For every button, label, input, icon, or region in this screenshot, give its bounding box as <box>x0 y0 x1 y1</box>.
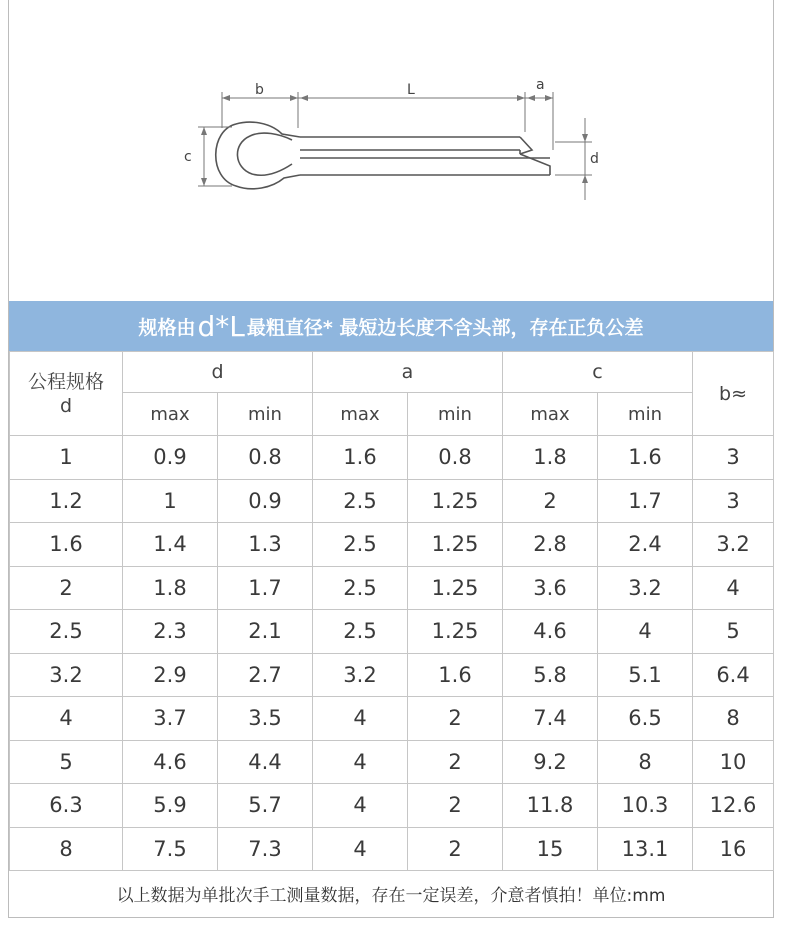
cell-a-min: 0.8 <box>408 436 503 480</box>
cell-d-max: 2.9 <box>123 653 218 697</box>
cell-c-min: 2.4 <box>598 523 693 567</box>
cell-a-max: 2.5 <box>313 479 408 523</box>
cell-spec-d: 1.2 <box>10 479 123 523</box>
cell-b: 3 <box>693 479 774 523</box>
cell-d-max: 4.6 <box>123 740 218 784</box>
cell-b: 3.2 <box>693 523 774 567</box>
header-group-d: d <box>123 352 313 393</box>
cell-c-min: 13.1 <box>598 827 693 871</box>
cell-b: 10 <box>693 740 774 784</box>
cell-b: 4 <box>693 566 774 610</box>
spec-table <box>9 351 774 871</box>
cell-d-max: 7.5 <box>123 827 218 871</box>
cell-c-min: 10.3 <box>598 784 693 828</box>
cell-c-max: 2.8 <box>503 523 598 567</box>
cell-b: 8 <box>693 697 774 741</box>
dim-label-b: b <box>255 82 264 98</box>
cell-a-max: 3.2 <box>313 653 408 697</box>
dim-label-L: L <box>407 82 415 98</box>
dim-label-a: a <box>536 77 545 93</box>
cell-a-min: 2 <box>408 784 503 828</box>
cell-c-max: 4.6 <box>503 610 598 654</box>
table-row <box>10 827 774 871</box>
cell-d-max: 1 <box>123 479 218 523</box>
header-spec-line2: d <box>59 394 73 417</box>
cell-spec-d: 5 <box>10 740 123 784</box>
cell-d-max: 1.4 <box>123 523 218 567</box>
cell-d-min: 4.4 <box>218 740 313 784</box>
cell-a-min: 2 <box>408 827 503 871</box>
cell-d-min: 3.5 <box>218 697 313 741</box>
table-row <box>10 566 774 610</box>
cell-d-min: 1.3 <box>218 523 313 567</box>
cell-spec-d: 3.2 <box>10 653 123 697</box>
pin-tip-upper <box>520 137 532 154</box>
cell-spec-d: 4 <box>10 697 123 741</box>
cell-d-max: 0.9 <box>123 436 218 480</box>
subheader-a-max: max <box>313 393 408 436</box>
table-header-row <box>10 352 774 393</box>
table-body <box>10 436 774 871</box>
cell-d-min: 0.9 <box>218 479 313 523</box>
cell-c-max: 11.8 <box>503 784 598 828</box>
cell-b: 16 <box>693 827 774 871</box>
table-row <box>10 653 774 697</box>
cell-c-min: 8 <box>598 740 693 784</box>
cell-d-min: 2.1 <box>218 610 313 654</box>
cell-b: 5 <box>693 610 774 654</box>
cell-d-min: 1.7 <box>218 566 313 610</box>
cell-d-max: 3.7 <box>123 697 218 741</box>
cell-a-max: 2.5 <box>313 566 408 610</box>
cell-a-min: 2 <box>408 697 503 741</box>
cell-a-min: 1.25 <box>408 610 503 654</box>
cell-a-min: 1.25 <box>408 479 503 523</box>
cell-c-max: 9.2 <box>503 740 598 784</box>
cell-b: 6.4 <box>693 653 774 697</box>
pin-eye-outer <box>216 122 300 189</box>
footer-note: 以上数据为单批次手工测量数据，存在一定误差，介意者慎拍！单位:mm <box>116 885 666 906</box>
header-group-a: a <box>313 352 503 393</box>
cell-spec-d: 1.6 <box>10 523 123 567</box>
cell-c-min: 1.6 <box>598 436 693 480</box>
cell-a-min: 1.25 <box>408 566 503 610</box>
cell-a-max: 2.5 <box>313 610 408 654</box>
header-group-c: c <box>503 352 693 393</box>
cell-d-max: 5.9 <box>123 784 218 828</box>
table-subheader-row <box>10 393 774 436</box>
cell-c-max: 7.4 <box>503 697 598 741</box>
subheader-a-min: min <box>408 393 503 436</box>
cell-d-min: 2.7 <box>218 653 313 697</box>
table-row <box>10 523 774 567</box>
pin-tip-lower <box>520 154 550 175</box>
cell-a-max: 2.5 <box>313 523 408 567</box>
table-row <box>10 610 774 654</box>
cell-spec-d: 2 <box>10 566 123 610</box>
cell-c-max: 5.8 <box>503 653 598 697</box>
cell-a-max: 4 <box>313 784 408 828</box>
subheader-c-min: min <box>598 393 693 436</box>
cell-c-max: 3.6 <box>503 566 598 610</box>
pin-eye-inner <box>237 133 292 175</box>
cell-spec-d: 1 <box>10 436 123 480</box>
subheader-d-min: min <box>218 393 313 436</box>
cell-c-min: 3.2 <box>598 566 693 610</box>
dim-label-d: d <box>590 151 599 167</box>
banner-text-dl: d*L <box>197 309 245 343</box>
cell-a-max: 4 <box>313 697 408 741</box>
cell-d-min: 5.7 <box>218 784 313 828</box>
table-row <box>10 436 774 480</box>
cell-d-max: 2.3 <box>123 610 218 654</box>
cell-a-max: 4 <box>313 827 408 871</box>
cell-d-max: 1.8 <box>123 566 218 610</box>
dim-label-c: c <box>184 149 192 165</box>
cell-spec-d: 8 <box>10 827 123 871</box>
cell-c-max: 1.8 <box>503 436 598 480</box>
header-spec-d <box>10 352 123 436</box>
cell-a-max: 1.6 <box>313 436 408 480</box>
cell-spec-d: 6.3 <box>10 784 123 828</box>
cell-c-min: 1.7 <box>598 479 693 523</box>
header-spec-line1: 公程规格 <box>27 370 104 393</box>
cell-c-min: 5.1 <box>598 653 693 697</box>
cell-c-min: 6.5 <box>598 697 693 741</box>
spec-banner <box>9 301 773 351</box>
cell-b: 3 <box>693 436 774 480</box>
split-pin-diagram <box>0 0 800 300</box>
table-row <box>10 479 774 523</box>
table-row <box>10 784 774 828</box>
cell-spec-d: 2.5 <box>10 610 123 654</box>
cell-d-min: 7.3 <box>218 827 313 871</box>
cell-b: 12.6 <box>693 784 774 828</box>
cell-a-min: 1.25 <box>408 523 503 567</box>
cell-d-min: 0.8 <box>218 436 313 480</box>
cell-c-max: 15 <box>503 827 598 871</box>
subheader-c-max: max <box>503 393 598 436</box>
header-b: b≈ <box>693 352 774 436</box>
table-row <box>10 740 774 784</box>
cell-a-min: 1.6 <box>408 653 503 697</box>
cell-a-max: 4 <box>313 740 408 784</box>
cell-a-min: 2 <box>408 740 503 784</box>
cell-c-min: 4 <box>598 610 693 654</box>
table-row <box>10 697 774 741</box>
subheader-d-max: max <box>123 393 218 436</box>
banner-text-after: 最粗直径* 最短边长度不含头部，存在正负公差 <box>246 316 644 339</box>
cell-c-max: 2 <box>503 479 598 523</box>
banner-text-before: 规格由 <box>138 316 196 339</box>
